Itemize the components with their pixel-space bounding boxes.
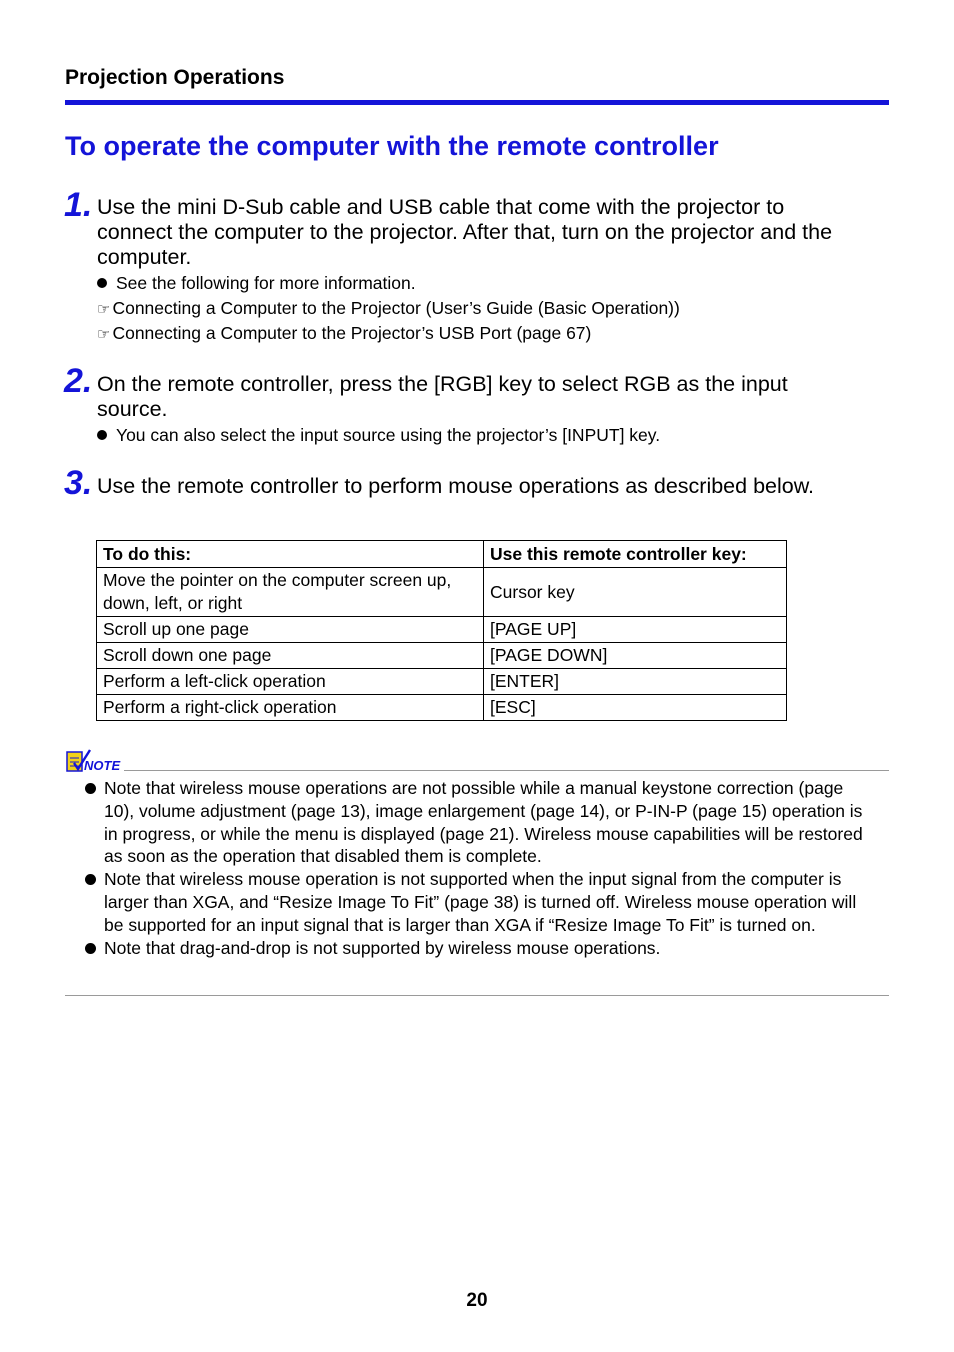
step-1-bullet-text: See the following for more information. [116, 273, 416, 293]
remote-key-table [96, 540, 787, 721]
bullet-icon [97, 278, 107, 288]
bullet-icon [97, 430, 107, 440]
step-number-2: 2. [64, 362, 93, 400]
step-1-bullet [97, 273, 416, 294]
step-number-3: 3. [64, 464, 93, 502]
step-text-2: On the remote controller, press the [RGB] key to select RGB as the input source. [97, 372, 788, 421]
table-row [97, 617, 787, 643]
table-header-cell: Use this remote controller key: [484, 541, 787, 568]
table-cell-key: [PAGE DOWN] [484, 643, 787, 669]
table-row [97, 643, 787, 669]
table-row [97, 568, 787, 617]
table-cell-key: [PAGE UP] [484, 617, 787, 643]
pointing-hand-icon: ☞ [97, 326, 111, 343]
note-icon [66, 749, 122, 773]
step-text-1: Use the mini D-Sub cable and USB cable that come with the projector to connect the computer to the projector. After that, turn on the projector and the computer. [97, 195, 833, 269]
note-item-text: Note that drag-and-drop is not supported by wireless mouse operations. [104, 937, 661, 958]
bullet-icon [85, 874, 96, 885]
note-item [84, 868, 874, 936]
svg-text:NOTE: NOTE [84, 758, 121, 773]
table-cell-action: Move the pointer on the computer screen up, down, left, or right [97, 568, 484, 617]
reference-text[interactable]: Connecting a Computer to the Projector’s USB Port (page 67) [112, 323, 592, 343]
table-cell-action: Scroll up one page [97, 617, 484, 643]
page-heading: To operate the computer with the remote controller [65, 131, 719, 161]
table-header-row [97, 541, 787, 568]
step-2-bullet-text: You can also select the input source using the projector’s [INPUT] key. [116, 425, 661, 445]
page-number: 20 [466, 1290, 488, 1311]
section-title: Projection Operations [65, 66, 285, 89]
reference-link[interactable] [97, 323, 591, 344]
header-rule [65, 100, 889, 105]
table-cell-action: Perform a left-click operation [97, 669, 484, 695]
pointing-hand-icon: ☞ [97, 301, 111, 318]
table-cell-key: [ESC] [484, 695, 787, 721]
table-row [97, 669, 787, 695]
table-cell-key: [ENTER] [484, 669, 787, 695]
table-row [97, 695, 787, 721]
reference-text[interactable]: Connecting a Computer to the Projector (User’s Guide (Basic Operation)) [112, 298, 680, 318]
note-item-text: Note that wireless mouse operation is not supported when the input signal from the computer is larger than XGA, and “Resize Image To Fit” (page 38) is turned off. Wireless mouse operation will be supported for an input signal that is larger than XGA if “Resize Image To Fit” is turned on. [104, 869, 857, 935]
note-item [84, 937, 874, 960]
bullet-icon [85, 943, 96, 954]
note-list [84, 777, 874, 959]
note-divider-bottom [65, 995, 889, 996]
step-2-bullet [97, 425, 660, 446]
step-text-3: Use the remote controller to perform mouse operations as described below. [97, 474, 815, 498]
table-cell-action: Scroll down one page [97, 643, 484, 669]
step-number-1: 1. [64, 186, 93, 224]
note-item-text: Note that wireless mouse operations are not possible while a manual keystone correction (page 10), volume adjustment (page 13), image enlargement (page 14), or P-IN-P (page 15) operation is in progress, or while the menu is displayed (page 21). Wireless mouse capabilities will be restored as soon as the operation that disabled them is complete. [104, 778, 863, 867]
table-header-cell: To do this: [97, 541, 484, 568]
note-divider-top [124, 770, 889, 771]
table-cell-key: Cursor key [484, 568, 787, 617]
bullet-icon [85, 783, 96, 794]
note-item [84, 777, 874, 868]
table-cell-action: Perform a right-click operation [97, 695, 484, 721]
reference-link[interactable] [97, 298, 680, 319]
